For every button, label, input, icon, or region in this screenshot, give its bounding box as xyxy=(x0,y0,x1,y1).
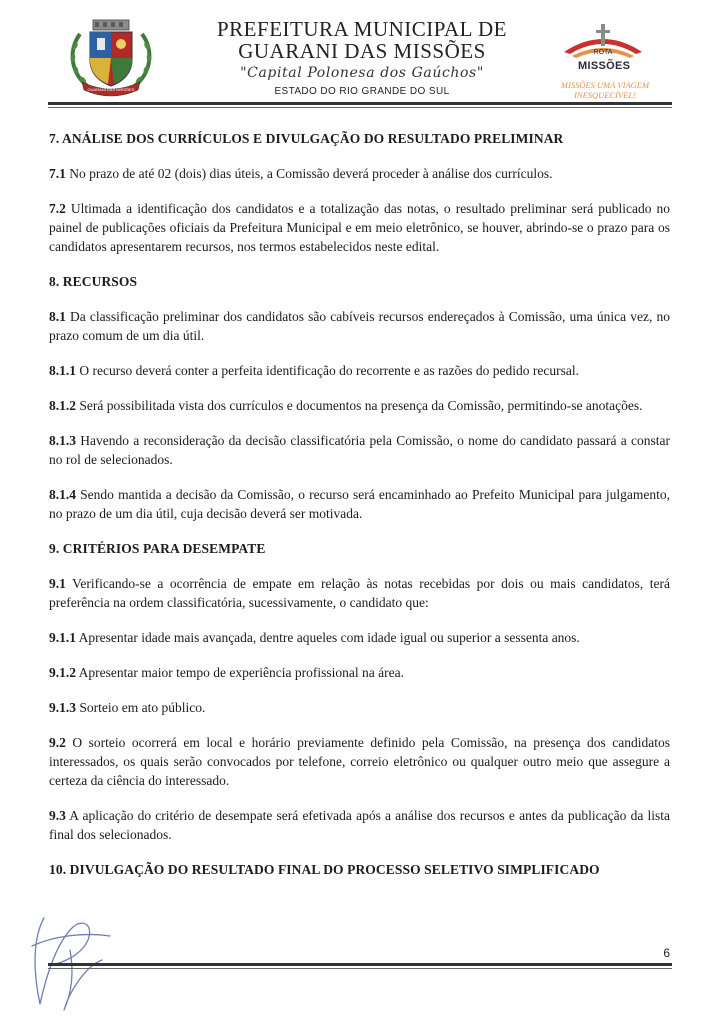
paragraph-text: A aplicação do critério de desempate será efetivada após a análise dos recursos e antes da publicação da lista final dos selecionados. xyxy=(49,808,670,842)
paragraph-number: 9.1.3 xyxy=(49,700,76,715)
paragraph-number: 8.1.2 xyxy=(49,398,76,413)
paragraph-9-1-2 xyxy=(49,663,670,682)
paragraph-number: 8.1.4 xyxy=(49,487,76,502)
paragraph-number: 9.1 xyxy=(49,576,66,591)
paragraph-7-1 xyxy=(49,164,670,183)
section-9-title: 9. CRITÉRIOS PARA DESEMPATE xyxy=(49,541,266,556)
header-rule-thick xyxy=(48,102,672,105)
paragraph-text: O sorteio ocorrerá em local e horário previamente definido pela Comissão, na presença dos candidatos interessados, os quais serão convocados por telefone, correio eletrônico ou qualquer outro meio que assegure a certeza da ciência do interessado. xyxy=(49,735,670,788)
paragraph-text: Havendo a reconsideração da decisão classificatória pela Comissão, o nome do candidato passará a constar no rol de selecionados. xyxy=(49,433,670,467)
paragraph-text: Ultimada a identificação dos candidatos e a totalização das notas, o resultado preliminar será publicado no painel de publicações oficiais da Prefeitura Municipal e em meio eletrônico, se houver, abrindo-se o prazo para os candidatos apresentarem recursos, nos termos estabelecidos neste edital. xyxy=(49,201,670,254)
paragraph-text: Será possibilitada vista dos currículos e documentos na presença da Comissão, permitindo-se anotações. xyxy=(76,398,643,413)
rota-slogan-line1: MISSÕES UMA VIAGEM xyxy=(560,80,650,90)
page-number: 6 xyxy=(663,946,670,960)
letterhead-title-line1: PREFEITURA MUNICIPAL DE xyxy=(217,17,507,41)
paragraph-text: No prazo de até 02 (dois) dias úteis, a Comissão deverá proceder à análise dos currículos. xyxy=(65,166,553,181)
section-8-title: 8. RECURSOS xyxy=(49,274,138,289)
letterhead-title-block xyxy=(170,18,554,97)
paragraph-8-1-2 xyxy=(49,396,670,415)
paragraph-text: Verificando-se a ocorrência de empate em relação às notas recebidas por dois ou mais candidatos, terá preferência na ordem classificatória, sucessivamente, o candidato que: xyxy=(49,576,670,610)
letterhead-motto: "Capital Polonesa dos Gaúchos" xyxy=(240,65,484,81)
paragraph-number: 8.1 xyxy=(49,309,66,324)
letterhead-title-line2: GUARANI DAS MISSÕES xyxy=(238,39,486,63)
rota-brand-name: MISSÕES xyxy=(578,60,631,72)
paragraph-text: Sendo mantida a decisão da Comissão, o recurso será encaminhado ao Prefeito Municipal para julgamento, no prazo de um dia útil, cuja decisão deverá ser motivada. xyxy=(49,487,670,521)
crest-banner-text: GUARANI DAS MISSÕES xyxy=(87,87,135,92)
paragraph-8-1-3 xyxy=(49,431,670,469)
paragraph-text: Apresentar idade mais avançada, dentre aqueles com idade igual ou superior a sessenta anos. xyxy=(76,630,580,645)
paragraph-number: 7.1 xyxy=(49,166,66,181)
paragraph-text: O recurso deverá conter a perfeita identificação do recorrente e as razões do pedido recursal. xyxy=(76,363,579,378)
paragraph-number: 9.1.1 xyxy=(49,630,76,645)
header-rule-thin xyxy=(48,107,672,108)
paragraph-number: 9.2 xyxy=(49,735,66,750)
paragraph-9-1-3 xyxy=(49,698,670,717)
footer-rule-thick xyxy=(48,963,672,966)
letterhead-state: ESTADO DO RIO GRANDE DO SUL xyxy=(274,86,450,97)
paragraph-number: 9.3 xyxy=(49,808,66,823)
rota-slogan xyxy=(546,80,664,100)
footer-rule-thin xyxy=(48,968,672,969)
paragraph-9-1-1 xyxy=(49,628,670,647)
paragraph-number: 9.1.2 xyxy=(49,665,76,680)
paragraph-9-2 xyxy=(49,733,670,790)
document-body xyxy=(49,129,670,879)
section-7-title: 7. ANÁLISE DOS CURRÍCULOS E DIVULGAÇÃO DO RESULTADO PRELIMINAR xyxy=(49,131,564,146)
paragraph-text: Sorteio em ato público. xyxy=(76,700,206,715)
paragraph-8-1-4 xyxy=(49,485,670,523)
paragraph-text: Apresentar maior tempo de experiência profissional na área. xyxy=(76,665,404,680)
paragraph-text: Da classificação preliminar dos candidatos são cabíveis recursos endereçados à Comissão, uma única vez, no prazo comum de um dia útil. xyxy=(49,309,670,343)
paragraph-7-2 xyxy=(49,199,670,256)
paragraph-8-1 xyxy=(49,307,670,345)
paragraph-number: 8.1.1 xyxy=(49,363,76,378)
municipal-crest-icon xyxy=(66,16,156,98)
rota-slogan-line2: INESQUECÍVEL! xyxy=(574,90,636,100)
paragraph-9-1 xyxy=(49,574,670,612)
paragraph-8-1-1 xyxy=(49,361,670,380)
section-10-title: 10. DIVULGAÇÃO DO RESULTADO FINAL DO PROCESSO SELETIVO SIMPLIFICADO xyxy=(49,862,600,877)
paragraph-number: 7.2 xyxy=(49,201,66,216)
rota-small-label: ROTA xyxy=(593,49,613,56)
paragraph-9-3 xyxy=(49,806,670,844)
handwritten-rubric-signature xyxy=(14,906,126,1016)
paragraph-number: 8.1.3 xyxy=(49,433,76,448)
